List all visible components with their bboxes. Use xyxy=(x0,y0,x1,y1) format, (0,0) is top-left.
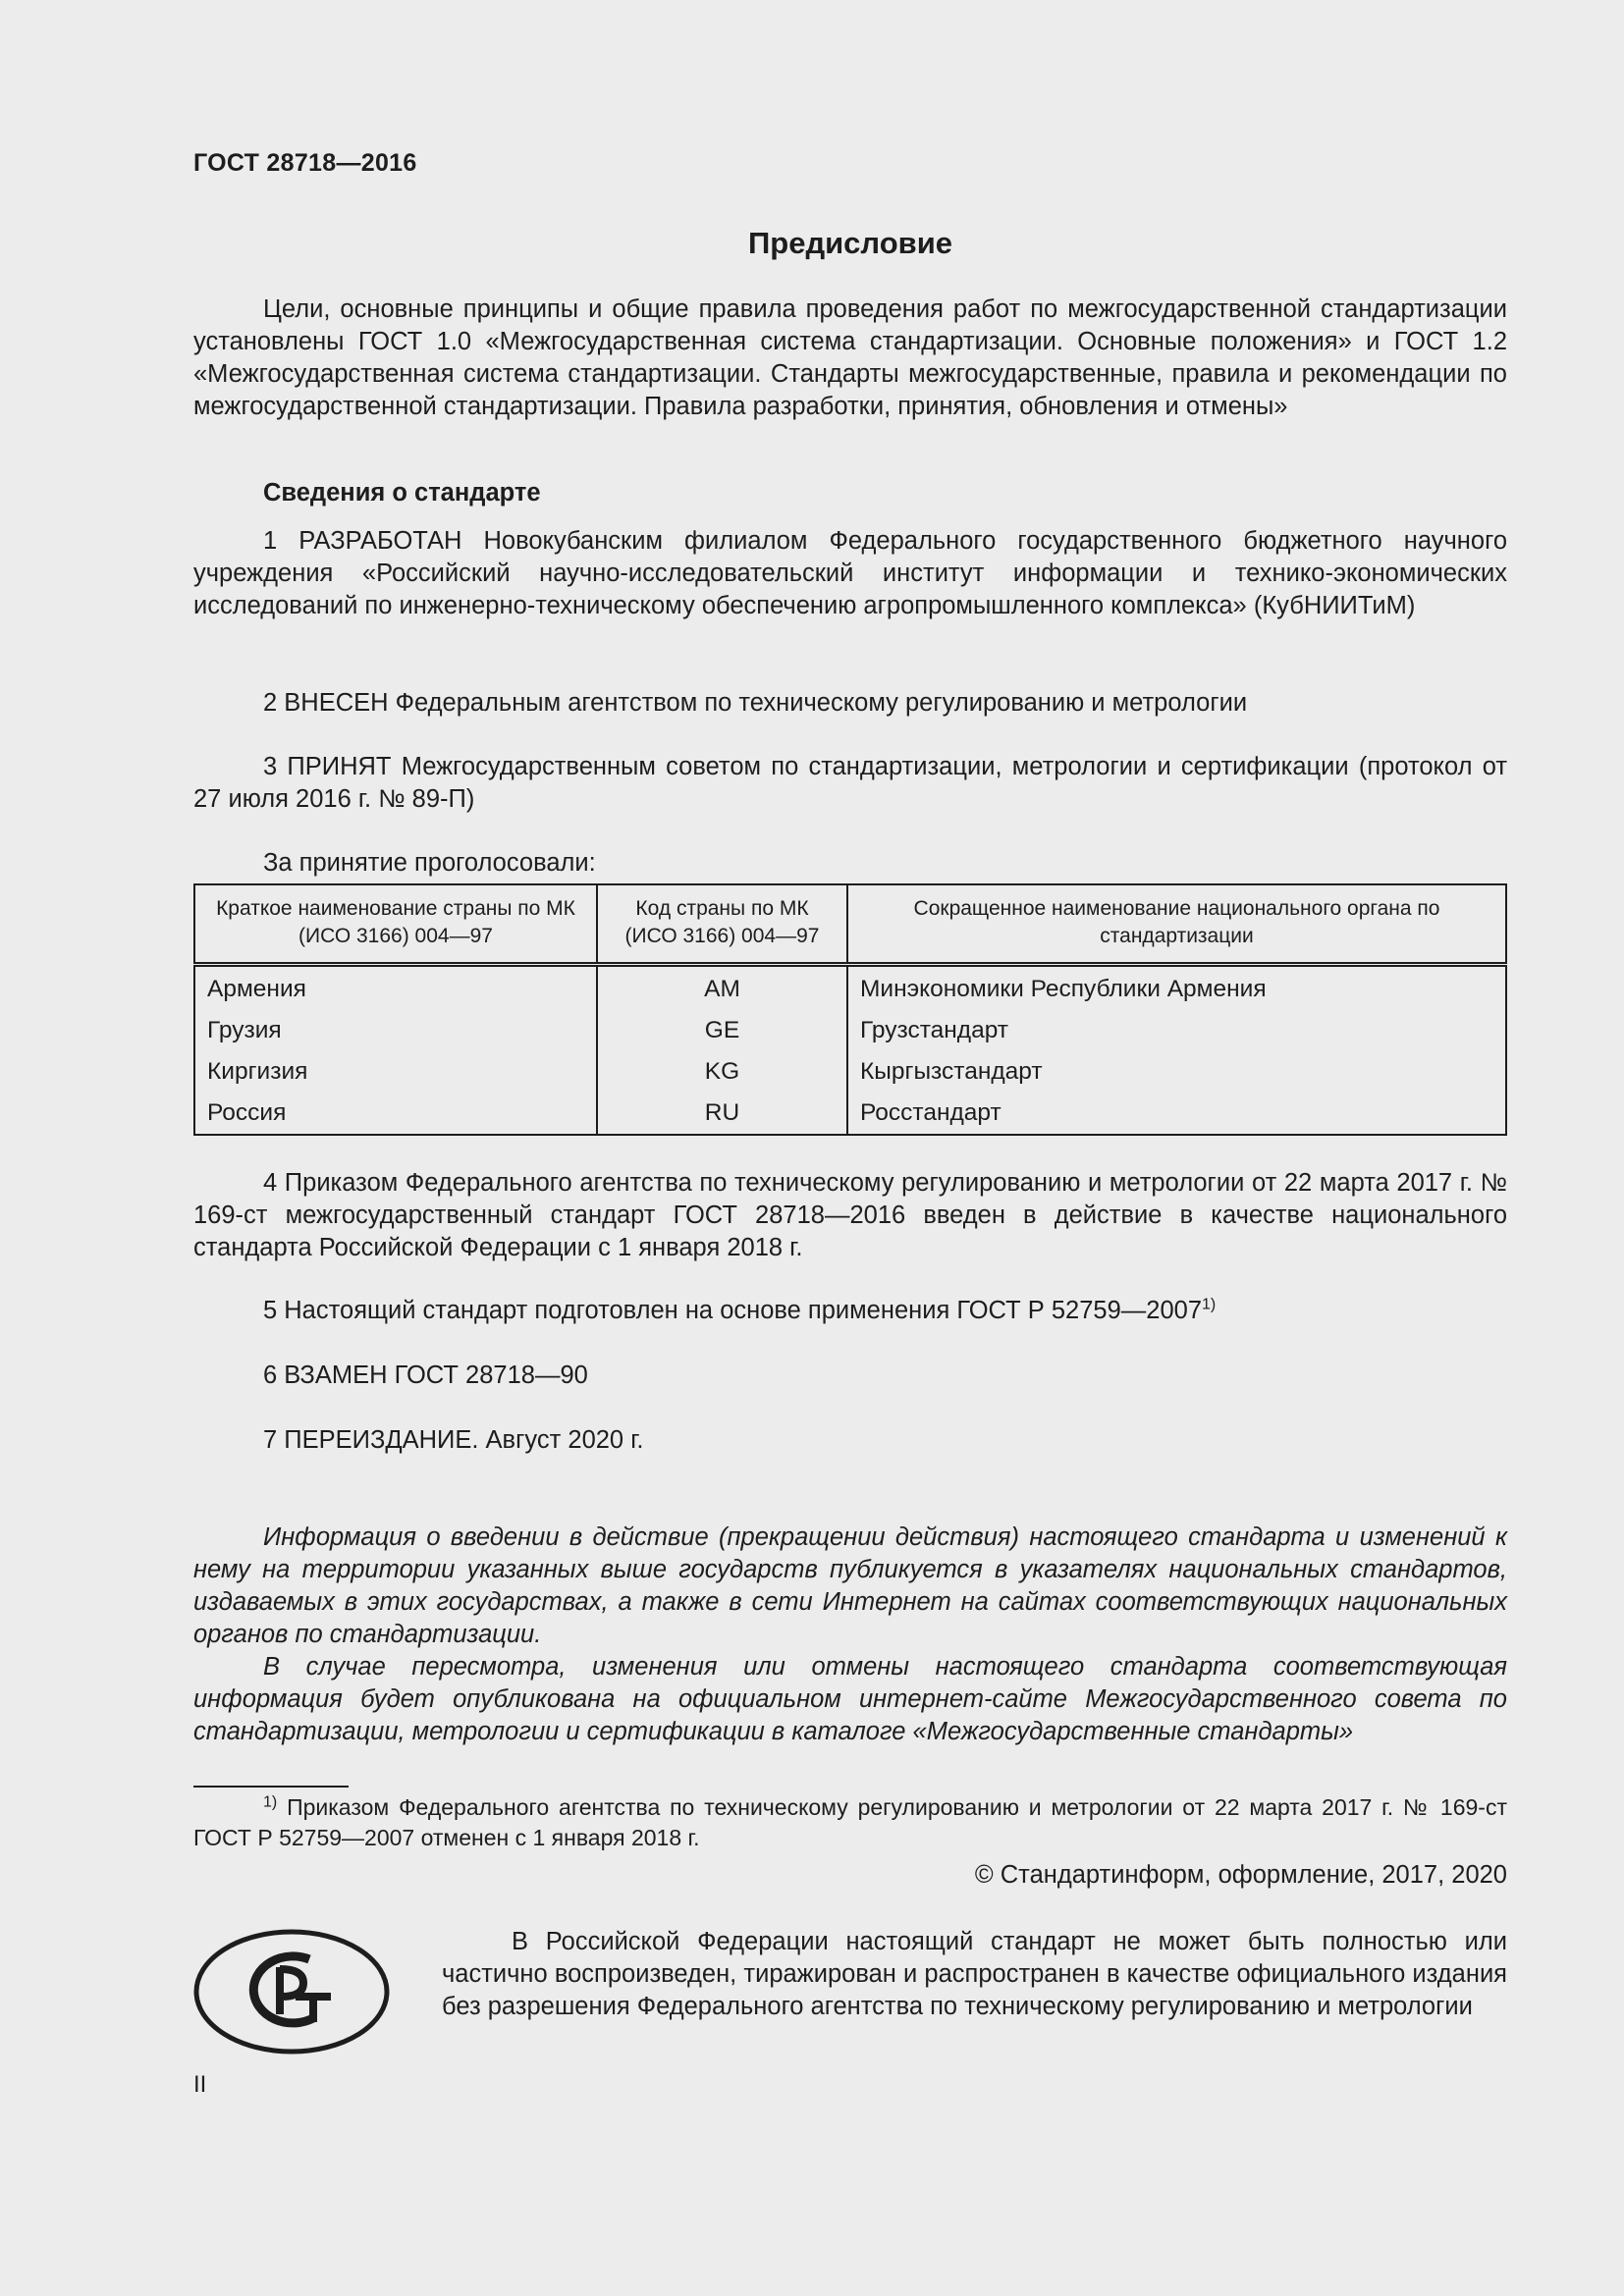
info-publication: Информация о введении в действие (прекращении действия) настоящего стандарта и изменений к нему на территории указанных выше государств публикуется в указателях национальных стандартов, издаваемых в этих государствах, а также в сети Интернет на сайтах соответствующих национальных органов по стандартизации. xyxy=(193,1523,1507,1648)
info-revision: В случае пересмотра, изменения или отмены настоящего стандарта соответствующая информация будет опубликована на официальном интернет-сайте Межгосударственного совета по стандартизации, метрологии и сертификации в каталоге «Межгосударственные стандарты» xyxy=(193,1653,1507,1745)
header-country-name: Краткое наименование страны по МК (ИСО 3166) 004—97 xyxy=(194,884,597,965)
vote-intro: За принятие проголосовали: xyxy=(263,849,596,877)
header-country-code: Код страны по МК (ИСО 3166) 004—97 xyxy=(597,884,847,965)
document-code: ГОСТ 28718—2016 xyxy=(193,149,417,177)
table-header-row xyxy=(194,884,1506,965)
national-body: Росстандарт xyxy=(847,1093,1506,1135)
footnote-marker: 1) xyxy=(263,1793,278,1811)
table-row xyxy=(194,1093,1506,1135)
item-developed: 1 РАЗРАБОТАН Новокубанским филиалом Федерального государственного бюджетного научного учреждения «Российский научно-исследовательский институт информации и технико-экономических исследований по инженерно-техническому обеспечению агропромышленного комплекса» (КубНИИТиМ) xyxy=(193,527,1507,619)
national-body: Минэкономики Республики Армения xyxy=(847,965,1506,1011)
country-name: Грузия xyxy=(194,1010,597,1051)
footnote-divider xyxy=(193,1786,349,1788)
country-code: RU xyxy=(597,1093,847,1135)
copyright-notice: © Стандартинформ, оформление, 2017, 2020 xyxy=(974,1861,1507,1889)
item-reissue: 7 ПЕРЕИЗДАНИЕ. Август 2020 г. xyxy=(263,1426,644,1454)
preface-intro: Цели, основные принципы и общие правила проведения работ по межгосударственной стандартизации установлены ГОСТ 1.0 «Межгосударственная система стандартизации. Основные положения» и ГОСТ 1.2 «Межгосударственная система стандартизации. Стандарты межгосударственные, правила и рекомендации по межгосударственной стандартизации. Правила разработки, принятия, обновления и отмены» xyxy=(193,295,1507,420)
footnote-text: Приказом Федерального агентства по техническому регулированию и метрологии от 22 марта 2017 г. № 169-ст ГОСТ Р 52759—2007 отменен с 1 января 2018 г. xyxy=(193,1794,1507,1850)
table-row xyxy=(194,965,1506,1011)
country-code: KG xyxy=(597,1051,847,1093)
country-code: AM xyxy=(597,965,847,1011)
page-number: II xyxy=(193,2071,207,2098)
item-based-on xyxy=(193,1295,1507,1327)
country-name: Киргизия xyxy=(194,1051,597,1093)
item-introduced: 2 ВНЕСЕН Федеральным агентством по техническому регулированию и метрологии xyxy=(263,689,1248,717)
item-enacted: 4 Приказом Федерального агентства по техническому регулированию и метрологии от 22 марта 2017 г. № 169-ст межгосударственный стандарт ГОСТ 28718—2016 введен в действие в качестве национального стандарта Российской Федерации с 1 января 2018 г. xyxy=(193,1169,1507,1261)
header-national-body: Сокращенное наименование национального органа по стандартизации xyxy=(847,884,1506,965)
footnote-reference: 1) xyxy=(1202,1296,1217,1313)
document-page xyxy=(193,0,1507,2296)
national-body: Грузстандарт xyxy=(847,1010,1506,1051)
rights-notice: В Российской Федерации настоящий стандарт не может быть полностью или частично воспроизведен, тиражирован и распространен в качестве официального издания без разрешения Федерального агентства по техническому регулированию и метрологии xyxy=(442,1928,1507,2020)
item-based-on-text: 5 Настоящий стандарт подготовлен на основе применения ГОСТ Р 52759—2007 xyxy=(263,1297,1203,1324)
country-name: Россия xyxy=(194,1093,597,1135)
item-replaces: 6 ВЗАМЕН ГОСТ 28718—90 xyxy=(263,1362,588,1389)
voting-countries-table xyxy=(193,883,1507,1136)
item-adopted: 3 ПРИНЯТ Межгосударственным советом по стандартизации, метрологии и сертификации (протокол от 27 июля 2016 г. № 89-П) xyxy=(193,753,1507,813)
table-row xyxy=(194,1010,1506,1051)
preface-title: Предисловие xyxy=(747,226,952,260)
table-row xyxy=(194,1051,1506,1093)
rst-logo-icon xyxy=(193,1928,390,2056)
country-code: GE xyxy=(597,1010,847,1051)
country-name: Армения xyxy=(194,965,597,1011)
footnote xyxy=(193,1792,1507,1853)
national-body: Кыргызстандарт xyxy=(847,1051,1506,1093)
standard-info-heading: Сведения о стандарте xyxy=(263,479,541,507)
